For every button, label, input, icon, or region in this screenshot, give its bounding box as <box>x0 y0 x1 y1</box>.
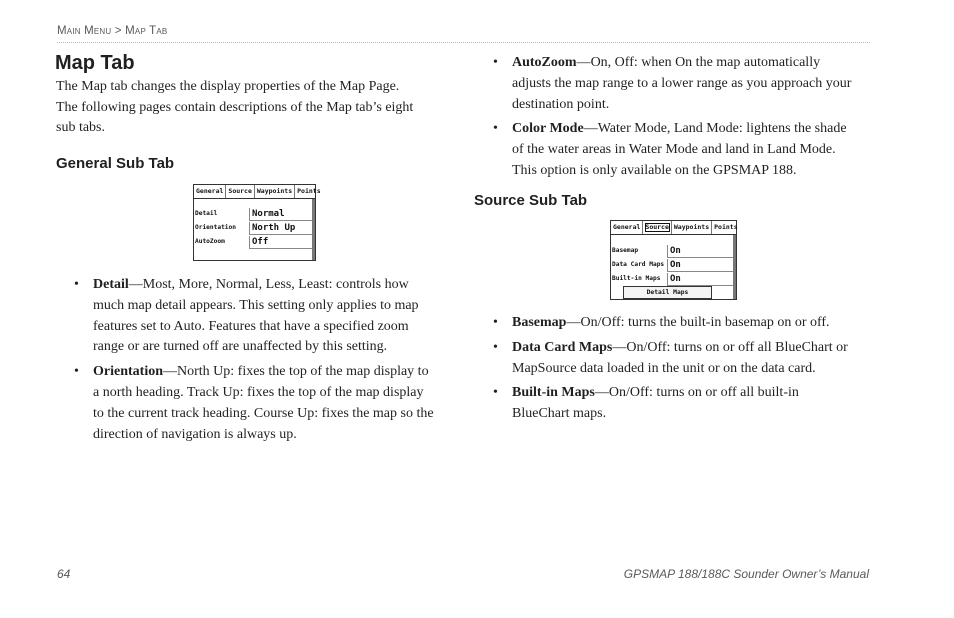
bullet-text: to the current track heading. Course Up: fixes the map so the <box>93 405 434 421</box>
bullet-term: Detail <box>93 277 129 292</box>
general-sub-tab-heading: General Sub Tab <box>56 155 175 172</box>
screenshot-row-basemap <box>611 244 736 257</box>
breadcrumb-separator: > <box>114 25 122 37</box>
bullet-text: —On/Off: turns the built-in basemap on or off. <box>566 315 830 330</box>
screenshot-row-label: Built-in Maps <box>612 275 661 282</box>
screenshot-row-data-card-maps <box>611 258 736 271</box>
bullet-detail <box>74 275 452 358</box>
screenshot-row-label: AutoZoom <box>195 238 225 245</box>
screenshot-row-label: Basemap <box>612 247 639 254</box>
bullet-text: features set to Auto. Features that have a specified zoom <box>93 318 409 334</box>
breadcrumb-current: Map Tab <box>125 25 168 37</box>
bullet-data-card-maps <box>493 338 883 380</box>
bullet-text: This option is only available on the GPSMAP 188. <box>512 162 797 178</box>
screenshot-tab-waypoints: Waypoints <box>255 185 295 198</box>
bullet-dot: • <box>493 339 498 355</box>
manual-title: GPSMAP 188/188C Sounder Owner’s Manual <box>623 567 869 581</box>
bullet-text: —On/Off: turns on or off all BlueChart or <box>612 339 848 355</box>
screenshot-tab-bar <box>611 221 736 235</box>
bullet-text: range or are turned off are unaffected by this setting. <box>93 339 388 355</box>
screenshot-row-label: Data Card Maps <box>612 261 665 268</box>
bullet-term: AutoZoom <box>512 55 577 70</box>
intro-paragraph <box>56 77 456 139</box>
bullet-text: adjusts the map range to a lower range as you approach your <box>512 75 852 91</box>
general-tab-screenshot <box>193 184 321 261</box>
screenshot-row-built-in-maps <box>611 272 736 285</box>
bullet-text: —Most, More, Normal, Less, Least: controls how <box>128 277 409 292</box>
screenshot-tab-general: General <box>194 185 226 198</box>
screenshot-row-detail <box>194 207 315 220</box>
bullet-dot: • <box>493 385 498 401</box>
bullet-term: Color Mode <box>512 121 584 137</box>
screenshot-row-value: On <box>667 245 733 258</box>
bullet-basemap <box>493 313 883 334</box>
screenshot-scrollbar <box>312 199 315 260</box>
bullet-text: —On, Off: when On the map automatically <box>576 55 821 70</box>
bullet-built-in-maps <box>493 383 883 425</box>
bullet-autozoom <box>493 53 883 115</box>
screenshot-row-label: Detail <box>195 210 218 217</box>
bullet-term: Data Card Maps <box>512 339 613 355</box>
bullet-text: of the water areas in Water Mode and land in Land Mode. <box>512 142 836 158</box>
screenshot-row-value: Off <box>249 236 312 249</box>
bullet-dot: • <box>493 121 498 137</box>
bullet-text: much map detail appears. This setting only applies to map <box>93 297 419 313</box>
screenshot-row-label: Orientation <box>195 224 236 231</box>
screenshot-tab-bar <box>194 185 321 199</box>
bullet-term: Orientation <box>93 364 163 380</box>
screenshot-tab-points: Points <box>297 187 321 195</box>
right-bullet-list <box>493 53 883 186</box>
intro-line: sub tabs. <box>56 120 105 135</box>
breadcrumb <box>57 25 167 37</box>
screenshot-row-value: On <box>667 273 733 286</box>
general-bullet-list <box>74 275 452 449</box>
screenshot-row-value: Normal <box>249 208 312 221</box>
bullet-orientation <box>74 362 452 445</box>
screenshot-tab-source: Source <box>643 221 671 234</box>
screenshot-row-orientation <box>194 221 315 234</box>
bullet-text: a north heading. Track Up: fixes the top of the map display <box>93 384 424 400</box>
intro-line: The Map tab changes the display properties of the Map Page. <box>56 79 400 94</box>
header-rule <box>57 42 870 43</box>
bullet-text: MapSource data loaded in the unit or on the data card. <box>512 360 816 376</box>
bullet-text: BlueChart maps. <box>512 406 607 422</box>
source-sub-tab-heading: Source Sub Tab <box>474 192 588 209</box>
bullet-term: Built-in Maps <box>512 385 595 401</box>
screenshot-row-value: North Up <box>249 222 312 235</box>
bullet-term: Basemap <box>512 315 567 330</box>
page-title: Map Tab <box>55 52 135 74</box>
bullet-text: —Water Mode, Land Mode: lightens the shade <box>583 121 847 137</box>
intro-line: The following pages contain descriptions of the Map tab’s eight <box>56 99 414 115</box>
screenshot-tab-source: Source <box>226 185 254 198</box>
bullet-dot: • <box>74 277 79 292</box>
screenshot-scrollbar <box>733 235 736 299</box>
screenshot-tab-general: General <box>611 221 643 234</box>
screenshot-tab-points: Points <box>714 223 738 231</box>
bullet-text: —North Up: fixes the top of the map display to <box>163 364 429 380</box>
screenshot-row-value: On <box>667 259 733 272</box>
screenshot-tab-waypoints: Waypoints <box>672 221 712 234</box>
page-number: 64 <box>57 567 71 581</box>
source-bullet-list <box>493 313 883 429</box>
screenshot-row-autozoom <box>194 235 315 248</box>
bullet-dot: • <box>74 364 79 380</box>
bullet-text: destination point. <box>512 96 610 112</box>
bullet-dot: • <box>493 315 498 330</box>
detail-maps-button: Detail Maps <box>623 286 712 299</box>
bullet-dot: • <box>493 55 498 70</box>
bullet-text: —On/Off: turns on or off all built-in <box>594 385 799 401</box>
source-tab-screenshot <box>610 220 737 300</box>
bullet-color-mode <box>493 119 883 181</box>
breadcrumb-parent: Main Menu <box>57 25 112 37</box>
bullet-text: direction of navigation is always up. <box>93 426 297 442</box>
